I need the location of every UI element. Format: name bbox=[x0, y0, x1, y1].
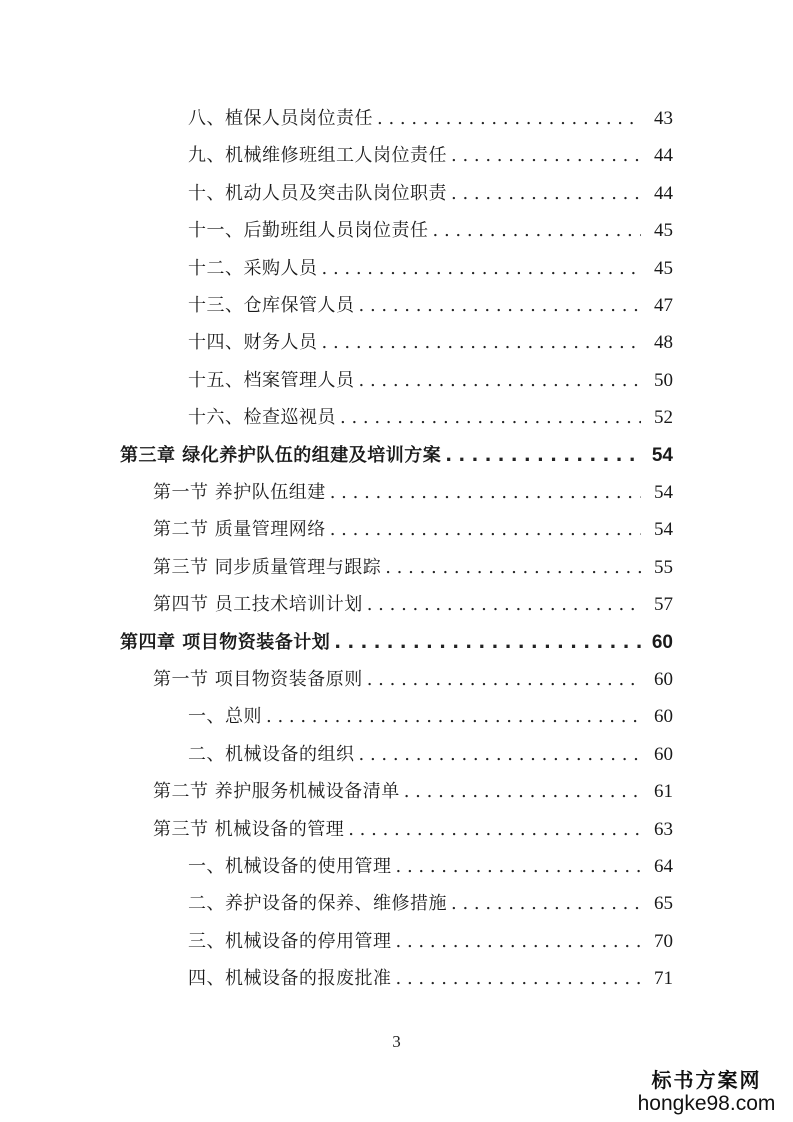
toc-entry-title: 九、机械维修班组工人岗位责任 bbox=[188, 145, 447, 167]
toc-dot-leader bbox=[367, 591, 641, 619]
toc-section-entry[interactable] bbox=[153, 554, 673, 582]
toc-entry-title: 十五、档案管理人员 bbox=[188, 369, 355, 391]
toc-entry-title: 十三、仓库保管人员 bbox=[188, 295, 355, 316]
toc-dot-leader bbox=[377, 105, 641, 133]
toc-entry-title: 十一、后勤班组人员岗位责任 bbox=[188, 220, 429, 242]
toc-item-entry[interactable] bbox=[188, 890, 673, 918]
toc-entry-page: 47 bbox=[654, 295, 673, 316]
toc-item-entry[interactable] bbox=[188, 105, 673, 133]
toc-item-entry[interactable] bbox=[188, 367, 673, 395]
toc-item-entry[interactable] bbox=[188, 853, 673, 881]
toc-entry-page: 60 bbox=[651, 631, 673, 653]
toc-item-entry[interactable] bbox=[188, 142, 673, 170]
watermark-title: 标书方案网 bbox=[651, 1068, 762, 1092]
page-number: 3 bbox=[392, 1032, 401, 1051]
toc-entry-page: 54 bbox=[654, 519, 673, 541]
watermark-url: hongke98.com bbox=[637, 1092, 776, 1115]
toc-dot-leader bbox=[404, 778, 641, 806]
toc-dot-leader bbox=[396, 965, 642, 993]
toc-dot-leader bbox=[445, 442, 641, 470]
toc-entry-page: 63 bbox=[654, 818, 673, 840]
toc-dot-leader bbox=[451, 180, 641, 208]
toc-entry-title: 十六、检查巡视员 bbox=[188, 407, 336, 429]
toc-section-entry[interactable] bbox=[153, 778, 673, 806]
toc-entry-title: 一、机械设备的使用管理 bbox=[188, 856, 392, 877]
toc-dot-leader bbox=[322, 329, 642, 357]
toc-section-entry[interactable] bbox=[153, 591, 673, 619]
toc-section-entry[interactable] bbox=[153, 816, 673, 844]
toc-entry-title: 一、总则 bbox=[188, 706, 262, 728]
toc-entry-page: 44 bbox=[654, 145, 673, 167]
toc-dot-leader bbox=[433, 217, 642, 245]
toc-entry-page: 71 bbox=[654, 968, 673, 990]
watermark-logo bbox=[634, 1068, 779, 1116]
toc-dot-leader bbox=[266, 703, 641, 731]
toc-dot-leader bbox=[340, 404, 641, 432]
toc-item-entry[interactable] bbox=[188, 703, 673, 731]
toc-dot-leader bbox=[330, 516, 641, 544]
toc-entry-page: 60 bbox=[654, 706, 673, 728]
toc-dot-leader bbox=[359, 741, 642, 769]
toc-item-entry[interactable] bbox=[188, 329, 673, 357]
toc-entry-page: 57 bbox=[654, 594, 673, 616]
toc-entry-title: 第四章 项目物资装备计划 bbox=[120, 631, 331, 653]
toc-entry-page: 64 bbox=[654, 856, 673, 877]
toc-dot-leader bbox=[451, 142, 641, 170]
toc-entry-page: 60 bbox=[654, 669, 673, 690]
toc-item-entry[interactable] bbox=[188, 180, 673, 208]
toc-entry-title: 第三节 机械设备的管理 bbox=[153, 818, 345, 840]
toc-chapter-entry[interactable] bbox=[120, 629, 673, 657]
toc-entry-page: 52 bbox=[654, 407, 673, 429]
toc-entry-title: 四、机械设备的报废批准 bbox=[188, 968, 392, 990]
toc-entry-page: 55 bbox=[654, 556, 673, 578]
toc-entry-title: 二、机械设备的组织 bbox=[188, 743, 355, 765]
toc-entry-title: 第三章 绿化养护队伍的组建及培训方案 bbox=[120, 444, 442, 466]
toc-dot-leader bbox=[451, 890, 641, 918]
toc-entry-title: 十、机动人员及突击队岗位职责 bbox=[188, 182, 447, 204]
toc-dot-leader bbox=[396, 853, 642, 881]
toc-entry-title: 十二、采购人员 bbox=[188, 257, 318, 279]
toc-entry-title: 十四、财务人员 bbox=[188, 332, 318, 354]
toc-entry-page: 45 bbox=[654, 257, 673, 279]
toc-entry-page: 60 bbox=[654, 743, 673, 765]
toc-entry-title: 八、植保人员岗位责任 bbox=[188, 108, 373, 129]
toc-entry-title: 第四节 员工技术培训计划 bbox=[153, 594, 363, 616]
toc-entry-title: 第二节 质量管理网络 bbox=[153, 519, 326, 541]
toc-dot-leader bbox=[334, 629, 641, 657]
toc-dot-leader bbox=[385, 554, 641, 582]
toc-entry-page: 44 bbox=[654, 182, 673, 204]
toc-entry-page: 61 bbox=[654, 781, 673, 803]
toc-entry-page: 70 bbox=[654, 930, 673, 952]
toc-dot-leader bbox=[322, 255, 642, 283]
toc-entry-title: 三、机械设备的停用管理 bbox=[188, 930, 392, 952]
toc-entry-title: 第二节 养护服务机械设备清单 bbox=[153, 781, 400, 803]
toc-entry-title: 第一节 养护队伍组建 bbox=[153, 482, 326, 503]
toc-entry-page: 48 bbox=[654, 332, 673, 354]
toc-section-entry[interactable] bbox=[153, 666, 673, 694]
toc-dot-leader bbox=[348, 816, 641, 844]
toc-chapter-entry[interactable] bbox=[120, 442, 673, 470]
toc-entry-title: 第三节 同步质量管理与跟踪 bbox=[153, 556, 382, 578]
toc-entry-page: 54 bbox=[651, 444, 673, 466]
toc-entry-page: 50 bbox=[654, 369, 673, 391]
toc-entry-page: 65 bbox=[654, 893, 673, 915]
toc-item-entry[interactable] bbox=[188, 404, 673, 432]
toc-entry-title: 第一节 项目物资装备原则 bbox=[153, 669, 363, 690]
toc-section-entry[interactable] bbox=[153, 479, 673, 507]
toc-item-entry[interactable] bbox=[188, 217, 673, 245]
toc-item-entry[interactable] bbox=[188, 741, 673, 769]
toc-dot-leader bbox=[367, 666, 641, 694]
toc-item-entry[interactable] bbox=[188, 255, 673, 283]
toc-dot-leader bbox=[330, 479, 641, 507]
toc-item-entry[interactable] bbox=[188, 965, 673, 993]
toc-entry-page: 45 bbox=[654, 220, 673, 242]
toc-section-entry[interactable] bbox=[153, 516, 673, 544]
toc-dot-leader bbox=[359, 367, 642, 395]
toc-item-entry[interactable] bbox=[188, 292, 673, 320]
toc-item-entry[interactable] bbox=[188, 928, 673, 956]
toc-dot-leader bbox=[359, 292, 642, 320]
toc-dot-leader bbox=[396, 928, 642, 956]
toc-entry-page: 54 bbox=[654, 482, 673, 503]
toc-entry-title: 二、养护设备的保养、维修措施 bbox=[188, 893, 447, 915]
toc-entry-page: 43 bbox=[654, 108, 673, 129]
